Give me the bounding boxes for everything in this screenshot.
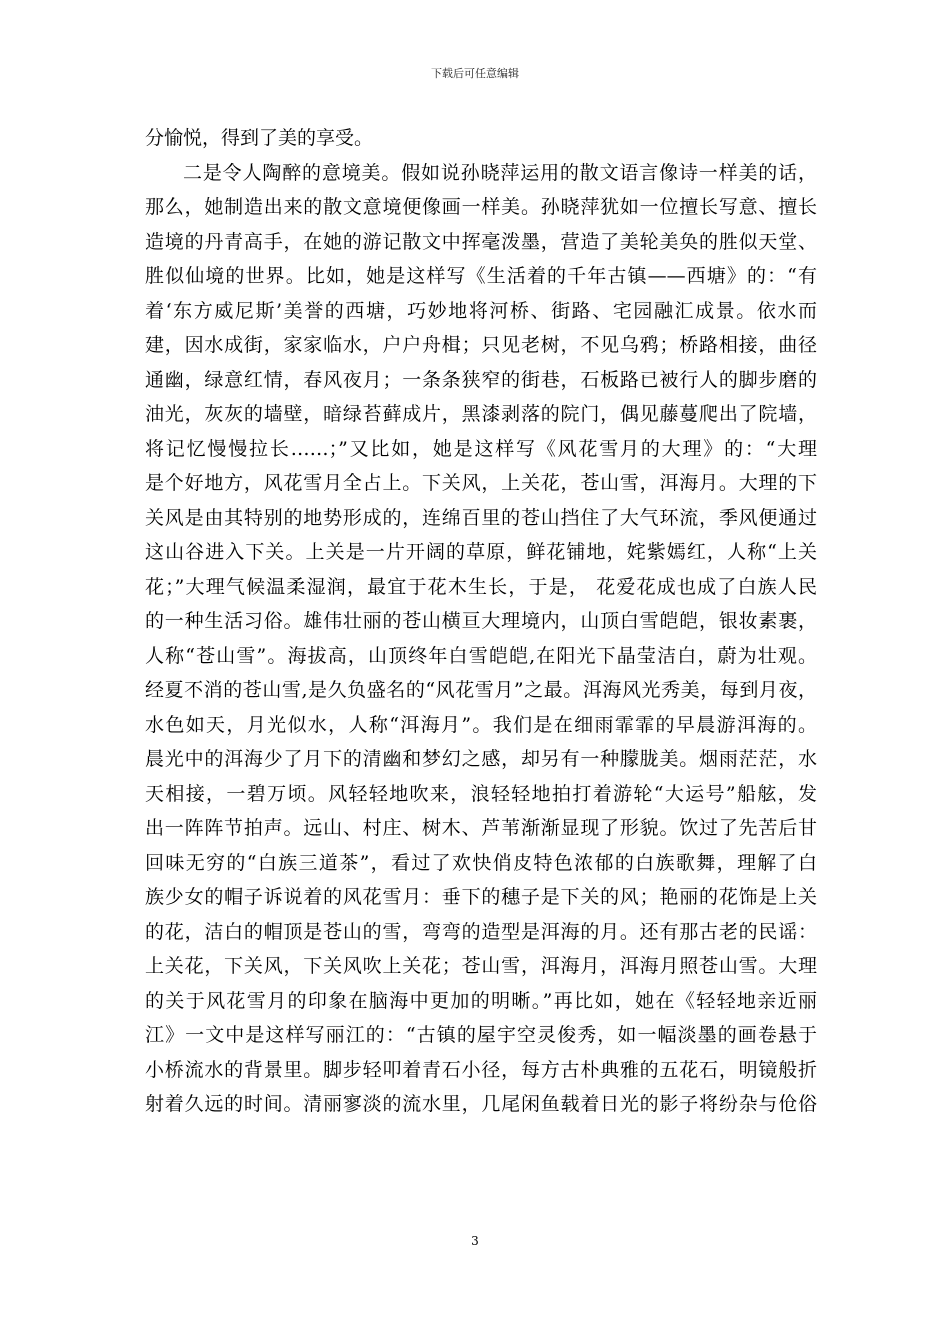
page-number: 3 xyxy=(471,1234,479,1248)
text-line: 这山谷进入下关。上关是一片开阔的草原，鲜花铺地，姹紫嫣红，人称“上关 xyxy=(145,541,817,563)
text-line: 建，因水成街，家家临水，户户舟楫；只见老树，不见乌鸦；桥路相接，曲径 xyxy=(145,334,817,356)
text-line: 油光，灰灰的墙壁，暗绿苔藓成片，黑漆剥落的院门，偶见藤蔓爬出了院墙， xyxy=(145,403,817,425)
text-line: 的关于风花雪月的印象在脑海中更加的明晰。”再比如，她在《轻轻地亲近丽 xyxy=(145,989,817,1012)
text-line: 晨光中的洱海少了月下的清幽和梦幻之感，却另有一种朦胧美。烟雨茫茫，水 xyxy=(145,748,817,770)
page-header: 下载后可任意编辑 xyxy=(431,67,519,80)
text-line: 的花，洁白的帽顶是苍山的雪，弯弯的造型是洱海的月。还有那古老的民谣： xyxy=(145,920,817,943)
text-line: 的一种生活习俗。雄伟壮丽的苍山横亘大理境内，山顶白雪皑皑，银妆素裹， xyxy=(145,610,817,632)
text-line: 水色如天，月光似水，人称“洱海月”。我们是在细雨霏霏的早晨游洱海的。 xyxy=(145,713,817,736)
text-line: 通幽，绿意红情，春风夜月；一条条狭窄的街巷，石板路已被行人的脚步磨的 xyxy=(145,368,817,391)
text-line: 胜似仙境的世界。比如，她是这样写《生活着的千年古镇——西塘》的：“有 xyxy=(145,265,817,287)
text-line: 是个好地方，风花雪月全占上。下关风，上关花，苍山雪，洱海月。大理的下 xyxy=(145,472,817,494)
text-line: 着‘东方威尼斯’美誉的西塘，巧妙地将河桥、街路、宅园融汇成景。依水而 xyxy=(145,299,817,322)
text-line: 花；”大理气候温柔湿润，最宜于花木生长，于是， 花爱花成也成了白族人民 xyxy=(145,575,817,598)
text-line: 小桥流水的背景里。脚步轻叩着青石小径，每方古朴典雅的五花石，明镜般折 xyxy=(145,1058,817,1081)
text-line: 族少女的帽子诉说着的风花雪月：垂下的穗子是下关的风；艳丽的花饰是上关 xyxy=(145,886,817,908)
text-line: 经夏不消的苍山雪,是久负盛名的“风花雪月”之最。洱海风光秀美，每到月夜， xyxy=(145,679,817,701)
body-text xyxy=(145,121,817,1122)
text-line: 关风是由其特别的地势形成的，连绵百里的苍山挡住了大气环流，季风便通过 xyxy=(145,506,817,529)
text-line: 人称“苍山雪”。海拔高，山顶终年白雪皑皑,在阳光下晶莹洁白，蔚为壮观。 xyxy=(145,644,817,667)
text-line: 天相接，一碧万顷。风轻轻地吹来，浪轻轻地拍打着游轮“大运号”船舷，发 xyxy=(145,782,817,805)
text-line: 那么，她制造出来的散文意境便像画一样美。孙晓萍犹如一位擅长写意、擅长 xyxy=(145,196,817,218)
text-line: 上关花，下关风，下关风吹上关花；苍山雪，洱海月，洱海月照苍山雪。大理 xyxy=(145,955,817,977)
text-line: 将记忆慢慢拉长……；”又比如，她是这样写《风花雪月的大理》的：“大理 xyxy=(145,437,817,460)
text-line: 造境的丹青高手，在她的游记散文中挥毫泼墨，营造了美轮美奂的胜似天堂、 xyxy=(145,230,817,253)
text-line: 回味无穷的“白族三道茶”，看过了欢快俏皮特色浓郁的白族歌舞，理解了白 xyxy=(145,851,817,874)
text-line: 江》一文中是这样写丽江的：“古镇的屋宇空灵俊秀，如一幅淡墨的画卷悬于 xyxy=(145,1024,817,1046)
text-line: 二是令人陶醉的意境美。假如说孙晓萍运用的散文语言像诗一样美的话， xyxy=(183,161,817,184)
text-line: 射着久远的时间。清丽寥淡的流水里，几尾闲鱼载着日光的影子将纷杂与伧俗 xyxy=(145,1093,817,1115)
text-line: 分愉悦，得到了美的享受。 xyxy=(145,127,374,149)
text-line: 出一阵阵节拍声。远山、村庄、树木、芦苇渐渐显现了形貌。饮过了先苦后甘 xyxy=(145,817,817,839)
